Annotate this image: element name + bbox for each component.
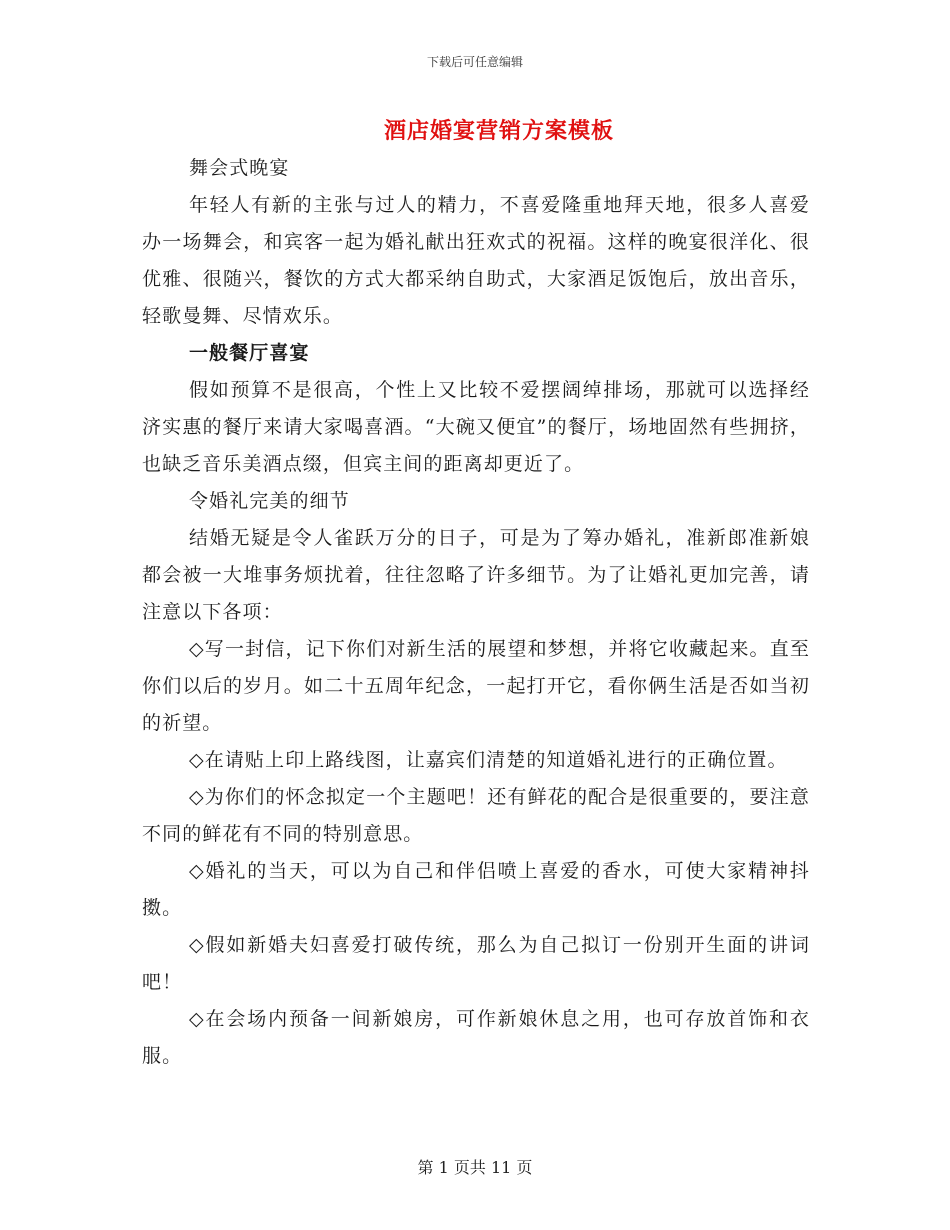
paragraph-12: ◇在会场内预备一间新娘房，可作新娘休息之用，也可存放首饰和衣服。: [142, 1008, 810, 1067]
paragraph-4: 假如预算不是很高，个性上又比较不爱摆阔绰排场，那就可以选择经济实惠的餐厅来请大家喝喜酒。“大碗又便宜”的餐厅，场地固然有些拥挤，也缺乏音乐美酒点缀，但宾主间的距离却更近了。: [142, 379, 810, 475]
header-note: 下载后可任意编辑: [426, 55, 523, 69]
document-body: [142, 150, 810, 1075]
paragraph-10: ◇婚礼的当天，可以为自己和伴侣喷上喜爱的香水，可使大家精神抖擞。: [142, 860, 810, 919]
paragraph-6: 结婚无疑是令人雀跃万分的日子，可是为了筹办婚礼，准新郎准新娘都会被一大堆事务烦扰着，往往忽略了许多细节。为了让婚礼更加完善，请注意以下各项：: [142, 527, 810, 623]
paragraph-1: 舞会式晚宴: [189, 157, 290, 179]
paragraph-7: ◇写一封信，记下你们对新生活的展望和梦想，并将它收藏起来。直至你们以后的岁月。如二十五周年纪念，一起打开它，看你俩生活是否如当初的祈望。: [142, 638, 810, 734]
paragraph-3-heading: 一般餐厅喜宴: [189, 342, 310, 364]
paragraph-8: ◇在请贴上印上路线图，让嘉宾们清楚的知道婚礼进行的正确位置。: [189, 749, 788, 771]
page-number: 第 1 页共 11 页: [417, 1158, 533, 1177]
document-title: 酒店婚宴营销方案模板: [383, 118, 614, 144]
paragraph-5: 令婚礼完美的细节: [189, 490, 350, 512]
paragraph-11: ◇假如新婚夫妇喜爱打破传统，那么为自己拟订一份别开生面的讲词吧！: [142, 934, 810, 993]
paragraph-9: ◇为你们的怀念拟定一个主题吧！还有鲜花的配合是很重要的，要注意不同的鲜花有不同的特别意思。: [142, 786, 810, 845]
paragraph-2: 年轻人有新的主张与过人的精力，不喜爱隆重地拜天地，很多人喜爱办一场舞会，和宾客一起为婚礼献出狂欢式的祝福。这样的晚宴很洋化、很优雅、很随兴，餐饮的方式大都采纳自助式，大家酒足饭饱后，放出音乐，轻歌曼舞、尽情欢乐。: [142, 194, 810, 327]
